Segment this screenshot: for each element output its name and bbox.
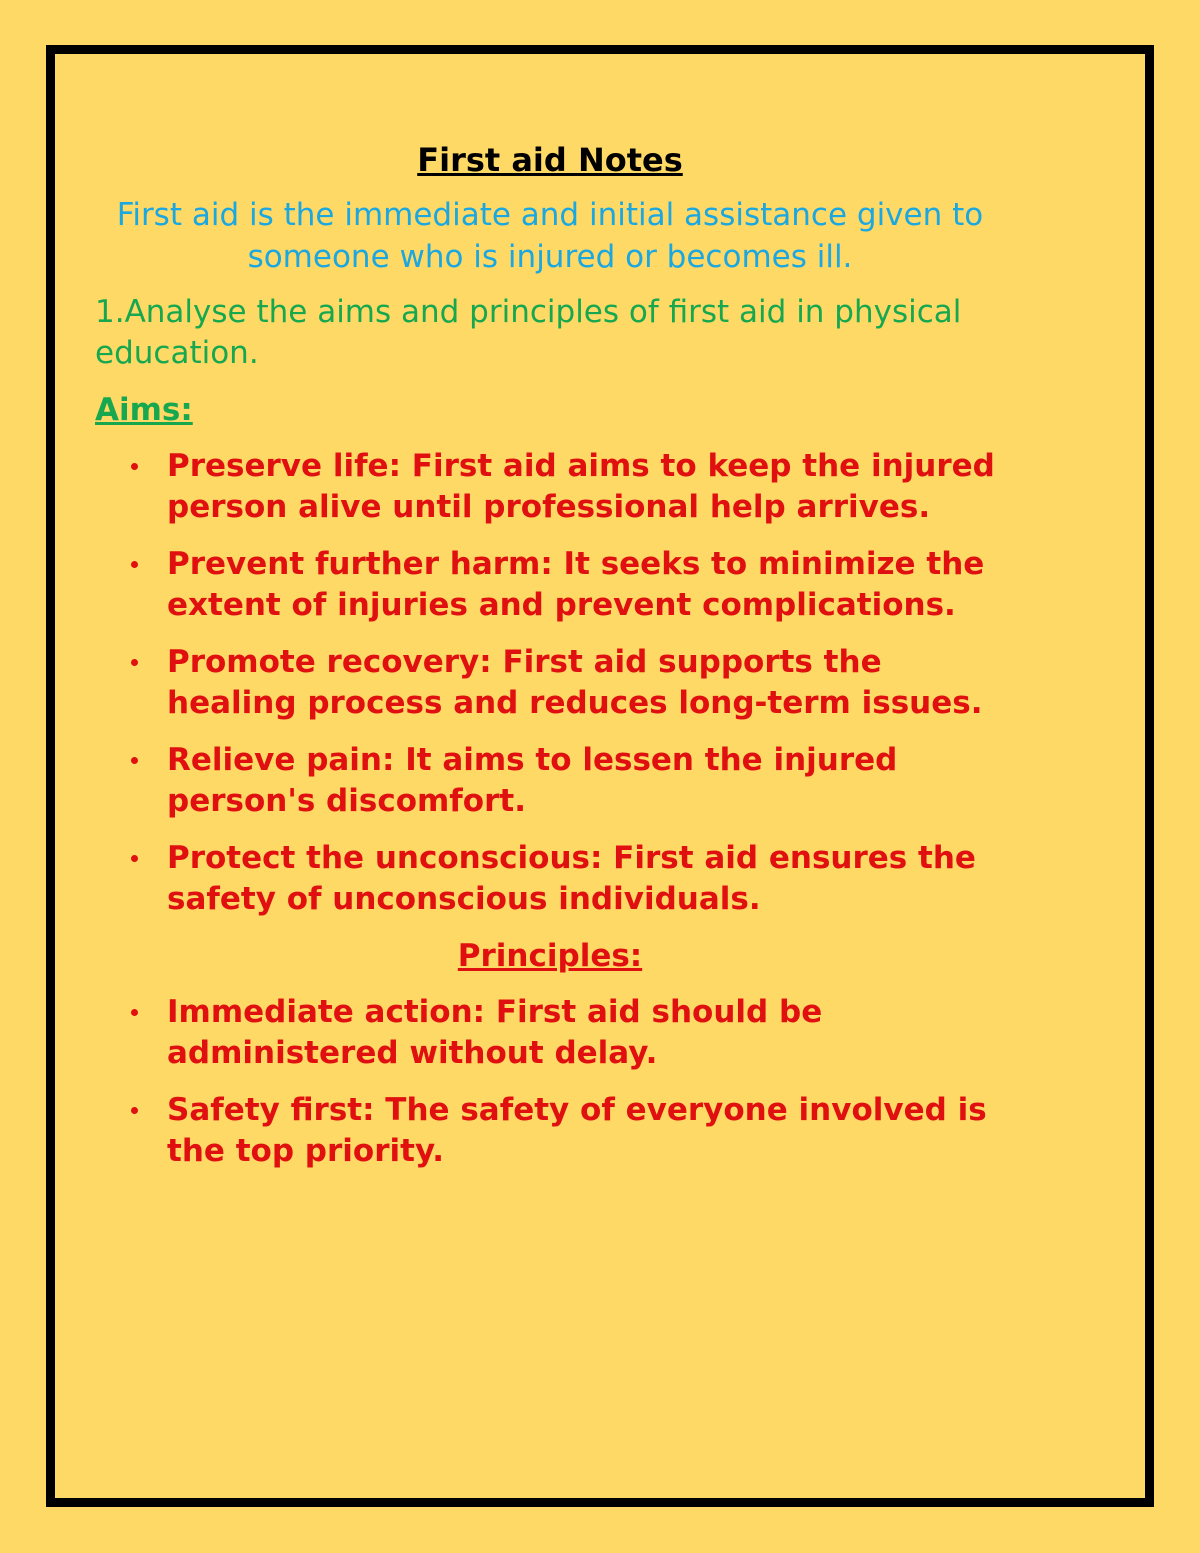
bullet-icon — [131, 561, 138, 568]
list-item-text: Protect the unconscious: First aid ensures the safety of unconscious individuals. — [167, 840, 976, 917]
list-item — [95, 838, 1005, 920]
intro-paragraph: First aid is the immediate and initial assistance given to someone who is injured or becomes ill. — [116, 197, 984, 275]
bullet-icon — [131, 757, 138, 764]
list-item-text: Promote recovery: First aid supports the healing process and reduces long-term issues. — [167, 644, 983, 721]
document-content — [95, 100, 1005, 1172]
principles-list — [95, 992, 1005, 1172]
list-item-text: Prevent further harm: It seeks to minimize the extent of injuries and prevent complications. — [167, 546, 985, 623]
page-title: First aid Notes — [417, 141, 683, 179]
list-item — [95, 544, 1005, 626]
bullet-icon — [131, 659, 138, 666]
aims-heading: Aims: — [95, 392, 193, 428]
list-item — [95, 642, 1005, 724]
list-item — [95, 446, 1005, 528]
bullet-icon — [131, 1107, 138, 1114]
list-item — [95, 740, 1005, 822]
list-item — [95, 992, 1005, 1074]
bullet-icon — [131, 1009, 138, 1016]
list-item-text: Safety first: The safety of everyone involved is the top priority. — [167, 1092, 987, 1169]
aims-list — [95, 446, 1005, 920]
bullet-icon — [131, 463, 138, 470]
list-item-text: Preserve life: First aid aims to keep the injured person alive until professional help arrives. — [167, 448, 995, 525]
question-paragraph: 1.Analyse the aims and principles of first aid in physical education. — [95, 294, 962, 371]
list-item-text: Relieve pain: It aims to lessen the injured person's discomfort. — [167, 742, 898, 819]
principles-heading: Principles: — [457, 938, 643, 974]
list-item-text: Immediate action: First aid should be administered without delay. — [167, 994, 823, 1071]
bullet-icon — [131, 855, 138, 862]
list-item — [95, 1090, 1005, 1172]
